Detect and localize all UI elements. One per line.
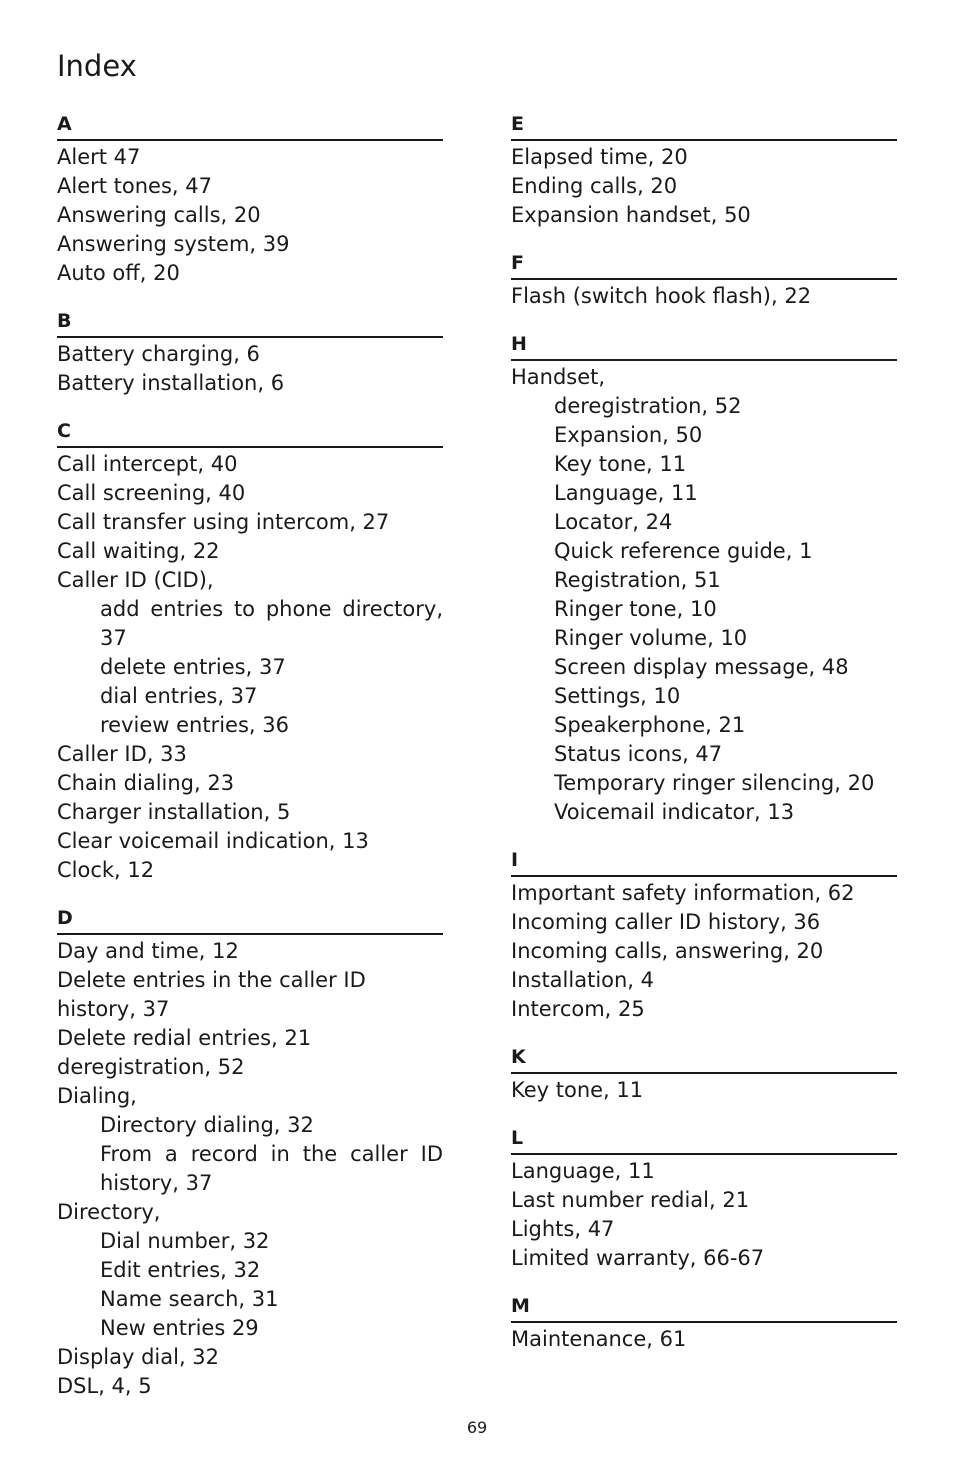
index-entry: Auto off, 20 <box>57 261 180 285</box>
index-entry: Clear voicemail indication, 13 <box>57 829 369 853</box>
index-section-f <box>511 248 897 311</box>
index-entry: Alert tones, 47 <box>57 174 212 198</box>
section-letter: E <box>511 109 897 141</box>
index-subentry: Registration, 51 <box>554 568 721 592</box>
index-subentry: Voicemail indicator, 13 <box>554 800 795 824</box>
index-subentry: review entries, 36 <box>100 713 289 737</box>
index-entry: Battery charging, 6 <box>57 342 260 366</box>
index-subentry: Settings, 10 <box>554 684 681 708</box>
index-entry: Caller ID, 33 <box>57 742 187 766</box>
index-entry-list <box>57 340 443 398</box>
index-section-b <box>57 306 443 398</box>
index-entry: Flash (switch hook flash), 22 <box>511 284 812 308</box>
section-letter: I <box>511 845 897 877</box>
index-subentry: Name search, 31 <box>100 1287 279 1311</box>
index-entry: Clock, 12 <box>57 858 155 882</box>
index-entry-list <box>57 143 443 288</box>
index-entry: Language, 11 <box>511 1159 655 1183</box>
index-subentry: Screen display message, 48 <box>554 655 849 679</box>
index-entry-list <box>511 1076 897 1105</box>
index-entry: Directory, <box>57 1200 161 1224</box>
section-letter: A <box>57 109 443 141</box>
index-entry: DSL, 4, 5 <box>57 1374 152 1398</box>
index-entry: Intercom, 25 <box>511 997 645 1021</box>
index-entry: Maintenance, 61 <box>511 1327 687 1351</box>
index-subentry: deregistration, 52 <box>554 394 742 418</box>
index-entry: Dialing, <box>57 1084 137 1108</box>
section-letter: M <box>511 1291 897 1323</box>
index-subentry: dial entries, 37 <box>100 684 258 708</box>
index-subentry: add entries to phone directory, 37 <box>100 597 443 650</box>
index-entry: Incoming caller ID history, 36 <box>511 910 821 934</box>
index-entry: Caller ID (CID), <box>57 568 214 592</box>
index-entry: Lights, 47 <box>511 1217 615 1241</box>
section-letter: C <box>57 416 443 448</box>
index-subentry: delete entries, 37 <box>100 655 286 679</box>
index-subentry: New entries 29 <box>100 1316 259 1340</box>
index-subentry: Expansion, 50 <box>554 423 703 447</box>
index-subentry: Key tone, 11 <box>554 452 687 476</box>
index-entry: Important safety information, 62 <box>511 881 855 905</box>
index-subentry: Quick reference guide, 1 <box>554 539 813 563</box>
index-entry: Battery installation, 6 <box>57 371 285 395</box>
section-letter: B <box>57 306 443 338</box>
index-entry: Call intercept, 40 <box>57 452 238 476</box>
page-title: Index <box>57 49 137 83</box>
index-subentry: Locator, 24 <box>554 510 673 534</box>
index-entry-list <box>511 363 897 827</box>
index-column-right <box>511 109 897 1372</box>
index-entry: Delete redial entries, 21 <box>57 1026 312 1050</box>
index-section-e <box>511 109 897 230</box>
index-entry-list <box>511 1325 897 1354</box>
index-entry: Alert 47 <box>57 145 141 169</box>
index-entry: Day and time, 12 <box>57 939 239 963</box>
index-section-m <box>511 1291 897 1354</box>
index-entry: Ending calls, 20 <box>511 174 678 198</box>
index-entry-list <box>511 143 897 230</box>
index-entry: Call waiting, 22 <box>57 539 220 563</box>
index-subentry: Edit entries, 32 <box>100 1258 261 1282</box>
index-entry-list <box>511 879 897 1024</box>
index-entry-list <box>511 1157 897 1273</box>
index-entry: Answering calls, 20 <box>57 203 261 227</box>
section-letter: K <box>511 1042 897 1074</box>
index-subentry: From a record in the caller ID history, 37 <box>100 1142 443 1195</box>
index-entry: Elapsed time, 20 <box>511 145 688 169</box>
index-entry: Incoming calls, answering, 20 <box>511 939 824 963</box>
section-letter: F <box>511 248 897 280</box>
index-subentry: Ringer volume, 10 <box>554 626 748 650</box>
index-entry-list <box>511 282 897 311</box>
index-entry: Key tone, 11 <box>511 1078 644 1102</box>
index-entry: Limited warranty, 66-67 <box>511 1246 765 1270</box>
index-entry-list <box>57 450 443 885</box>
index-entry: Last number redial, 21 <box>511 1188 750 1212</box>
section-letter: D <box>57 903 443 935</box>
index-section-a <box>57 109 443 288</box>
index-section-k <box>511 1042 897 1105</box>
index-subentry: Ringer tone, 10 <box>554 597 717 621</box>
index-subentry: Temporary ringer silencing, 20 <box>554 771 875 795</box>
index-subentry: Status icons, 47 <box>554 742 723 766</box>
index-section-c <box>57 416 443 885</box>
index-entry: Call transfer using intercom, 27 <box>57 510 390 534</box>
index-entry: Call screening, 40 <box>57 481 246 505</box>
index-section-l <box>511 1123 897 1273</box>
index-entry-list <box>57 937 443 1401</box>
index-entry: Expansion handset, 50 <box>511 203 751 227</box>
index-subentry: Directory dialing, 32 <box>100 1113 314 1137</box>
index-entry: Installation, 4 <box>511 968 655 992</box>
index-section-h <box>511 329 897 827</box>
index-column-left <box>57 109 443 1419</box>
index-section-d <box>57 903 443 1401</box>
index-entry: Chain dialing, 23 <box>57 771 235 795</box>
index-subentry: Speakerphone, 21 <box>554 713 746 737</box>
index-subentry: Language, 11 <box>554 481 698 505</box>
index-entry: Display dial, 32 <box>57 1345 220 1369</box>
page-number: 69 <box>466 1418 488 1437</box>
index-section-i <box>511 845 897 1024</box>
index-entry: Answering system, 39 <box>57 232 290 256</box>
index-entry: Delete entries in the caller ID history, 37 <box>57 968 366 1021</box>
index-entry: Charger installation, 5 <box>57 800 291 824</box>
section-letter: H <box>511 329 897 361</box>
section-letter: L <box>511 1123 897 1155</box>
index-entry: deregistration, 52 <box>57 1055 245 1079</box>
index-subentry: Dial number, 32 <box>100 1229 270 1253</box>
index-entry: Handset, <box>511 365 606 389</box>
